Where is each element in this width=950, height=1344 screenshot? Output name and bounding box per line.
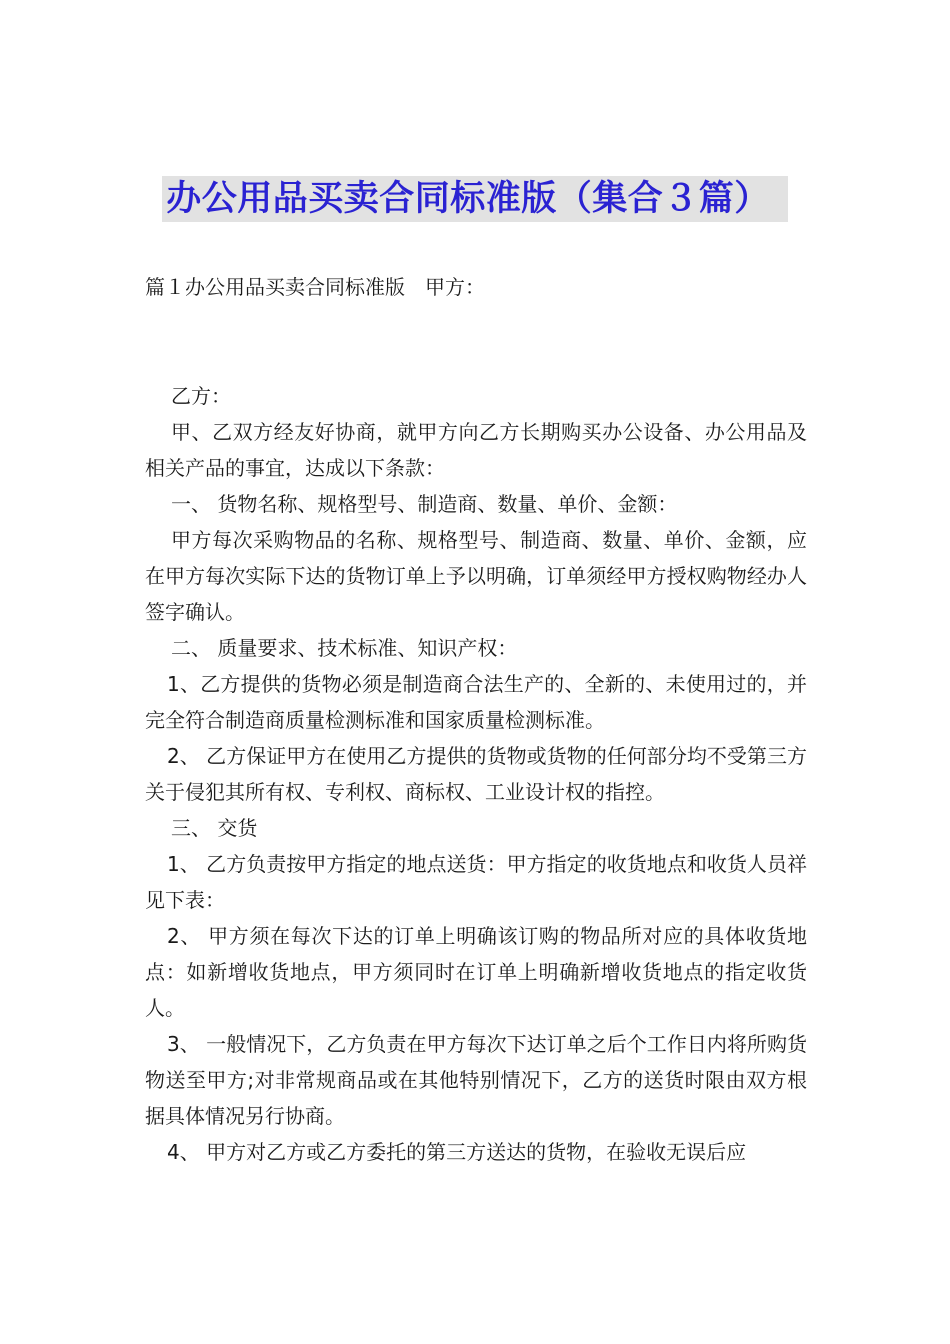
paragraph: 一、 货物名称、规格型号、制造商、数量、单价、金额：	[171, 492, 678, 516]
paragraph: 3、 一般情况下，乙方负责在甲方每次下达订单之后个工作日内将所购货物送至甲方;对非常规商品或在其他特别情况下，乙方的送货时限由双方根据具体情况另行协商。	[145, 1032, 807, 1128]
paragraph: 乙方：	[171, 384, 231, 408]
paragraph: 三、 交货	[171, 816, 258, 840]
paragraph: 甲方每次采购物品的名称、规格型号、制造商、数量、单价、金额，应在甲方每次实际下达的货物订单上予以明确，订单须经甲方授权购物经办人签字确认。	[145, 528, 807, 624]
document-title: 办公用品买卖合同标准版（集合３篇）	[162, 176, 788, 222]
paragraph: 2、 乙方保证甲方在使用乙方提供的货物或货物的任何部分均不受第三方关于侵犯其所有权、专利权、商标权、工业设计权的指控。	[145, 744, 807, 804]
paragraph: 4、 甲方对乙方或乙方委托的第三方送达的货物，在验收无误后应	[167, 1140, 747, 1164]
paragraph: 2、 甲方须在每次下达的订单上明确该订购的物品所对应的具体收货地点：如新增收货地点，甲方须同时在订单上明确新增收货地点的指定收货人。	[145, 924, 807, 1020]
paragraph: 1、 乙方负责按甲方指定的地点送货：甲方指定的收货地点和收货人员祥见下表：	[145, 852, 807, 912]
document-subtitle: 篇１办公用品买卖合同标准版 甲方：	[145, 275, 485, 299]
paragraph: 1、乙方提供的货物必须是制造商合法生产的、全新的、未使用过的，并完全符合制造商质量检测标准和国家质量检测标准。	[145, 672, 807, 732]
paragraph: 甲、乙双方经友好协商，就甲方向乙方长期购买办公设备、办公用品及相关产品的事宜，达成以下条款：	[145, 420, 807, 480]
title-container	[0, 176, 950, 222]
paragraph: 二、 质量要求、技术标准、知识产权：	[171, 636, 518, 660]
document-body	[145, 378, 807, 1170]
